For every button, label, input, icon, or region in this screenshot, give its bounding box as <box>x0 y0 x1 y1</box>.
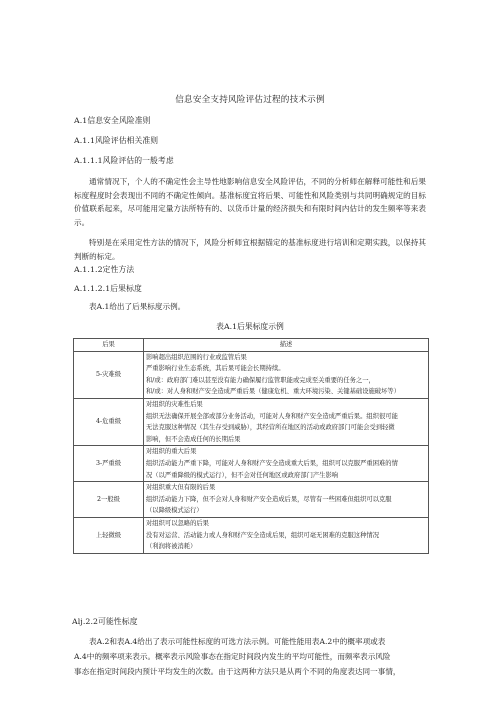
description-line: 影响，但不会造成任何的长期后果 <box>146 435 241 443</box>
description-cell <box>144 446 429 482</box>
consequence-scale-table <box>73 338 429 554</box>
description-cell <box>144 517 429 553</box>
paragraph-likelihood-line-1: 表A.2和表A.4给出了表示可能性标度的可选方法示例。可能性能用表A.2中的概率项或表 <box>89 637 386 646</box>
paragraph-general-considerations: 通常情况下，个人的不确定性会主导性地影响信息安全风险评估，不同的分析师在解释可能性和后果标度程度时会表现出不同的不确定性倾向。基准标度宜将后果、可能性和风险类别与共同明确规定的目标价值联系起来，尽可能用定量方法所特有的、以货币计量的经济损失和有限时间内估计的发生频率等来表示。 <box>74 177 426 227</box>
paragraph-qualitative-training: 特别是在采用定性方法的情况下，风险分析师宜根据锚定的基准标度进行培训和定期实践，以保持其判断的标定。 <box>74 238 426 261</box>
description-cell <box>144 482 429 518</box>
description-line: 况（以严重降级的模式运行），但不会对任何地区或政府部门产生影响 <box>146 471 339 479</box>
table-header-row <box>74 339 429 352</box>
header-description: 描述 <box>144 339 429 352</box>
description-line: 对组织的灾难性后果 <box>146 400 203 408</box>
table-row <box>74 517 429 553</box>
description-line: 组织无法确保开展全部或部分业务活动，可能对人身和财产安全造成严重后果。组织很可能 <box>146 412 398 420</box>
table-row <box>74 446 429 482</box>
description-line: 没有对运营、活动能力或人身和财产安全造成后果，组织可毫无困难的克服这种情况 <box>146 531 379 539</box>
level-cell: 2一般级 <box>74 482 144 518</box>
description-line: 影响超出组织范围的行业或监管后果 <box>146 353 247 361</box>
document-title: 信息安全支持风险评估过程的技术示例 <box>175 95 325 105</box>
description-line: 无法克服这种情况（其生存受到威胁），其经营所在地区的活动或政府部门可能会受到轻微 <box>146 424 395 432</box>
description-line: 和/或：政府部门难以甚至没有能力确保履行监管职能或完成至关重要的任务之一， <box>146 376 375 384</box>
heading-a1-1-1: A.1.1.1风险评估的一般考虑 <box>74 156 174 165</box>
description-line: 对组织的重大后果 <box>146 448 197 456</box>
heading-likelihood-scale: Alj.2.2可能性标度 <box>72 617 138 626</box>
heading-a1-1-2-1: A.1.1.2.1后果标度 <box>74 284 142 293</box>
heading-a1-1-2: A.1.1.2定性方法 <box>74 265 135 274</box>
description-line: （以降级模式运行） <box>146 507 203 515</box>
description-cell <box>144 398 429 445</box>
table-row <box>74 482 429 518</box>
description-line: 严重影响行业生态系统，其后果可能会长期持续。 <box>146 365 285 373</box>
paragraph-table-intro: 表A.1给出了后果标度示例。 <box>89 302 186 311</box>
level-cell: 4-危重级 <box>74 398 144 445</box>
description-line: 组织活动能力严重下降，可能对人身和财产安全造成重大后果，组织可以克服严重困难的情 <box>146 459 398 467</box>
table-row <box>74 398 429 445</box>
level-cell: 上轻微级 <box>74 517 144 553</box>
level-cell: 3-严重级 <box>74 446 144 482</box>
table-title: 表A.1后果标度示例 <box>216 322 284 331</box>
description-line: （利润将被消耗） <box>146 543 197 551</box>
heading-a1: A.1信息安全风险准则 <box>74 116 151 125</box>
description-line: 对组织可以忽略的后果 <box>146 519 209 527</box>
table-row <box>74 351 429 398</box>
description-line: 和/或：对人身和财产安全造成严重后果（健康危机、重大环境污染、关键基础设施破坏等） <box>146 388 400 396</box>
description-line: 组织活动能力下降，但不会对人身和财产安全造成后果，尽管有一些困难但组织可以克服 <box>146 495 392 503</box>
description-cell <box>144 351 429 398</box>
header-consequence: 后果 <box>74 339 144 352</box>
level-cell: 5-灾难级 <box>74 351 144 398</box>
paragraph-likelihood-line-3: 事态在指定时间段内预计平均发生的次数。由于这两种方法只是从两个不同的角度表达同一事情， <box>74 667 401 676</box>
paragraph-likelihood-line-2: A.4中的频率项来表示。概率表示风险事态在指定时间段内发生的平均可能性，而频率表示风险 <box>74 652 391 661</box>
heading-a1-1: A.1.1风险评估相关准则 <box>74 136 159 145</box>
description-line: 对组织重大但有限的后果 <box>146 484 216 492</box>
